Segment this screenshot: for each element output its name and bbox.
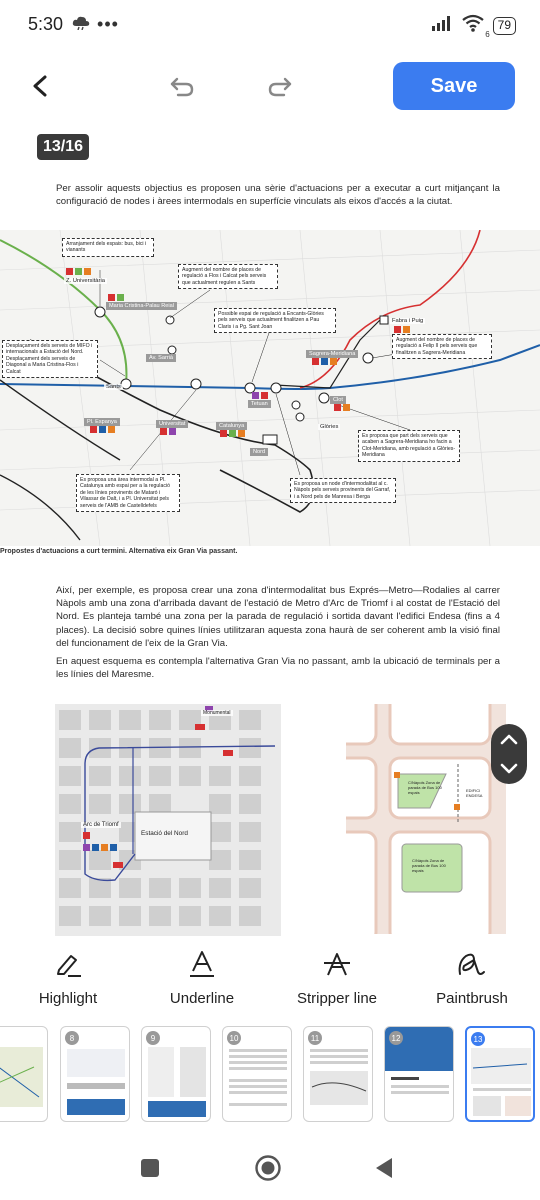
- wifi-badge: 6: [485, 30, 490, 39]
- station-sagrera: Sagrera-Meridiana: [306, 350, 358, 358]
- battery-indicator: 79: [493, 17, 516, 35]
- chevron-up-icon[interactable]: [500, 733, 518, 745]
- undo-button[interactable]: [162, 66, 202, 106]
- station-av-sarria: Av. Sarrià: [146, 354, 176, 362]
- editor-toolbar: [0, 58, 540, 114]
- label-endesa: EDIFICI ENDESA: [466, 788, 483, 798]
- back-nav-button[interactable]: [368, 1152, 400, 1184]
- callout-napols: Es proposa un node d'intermodalitat al c. Nàpols pels serveis provinents del Garraf, i a Nord pels de Manresa i Berga: [290, 478, 396, 503]
- chevron-down-icon[interactable]: [500, 763, 518, 775]
- label-zone-a: C/Nàpols Zona de parada de Bus 100 espais: [408, 780, 442, 795]
- station-catalunya: Catalunya: [216, 422, 247, 430]
- tool-paintbrush[interactable]: [412, 944, 532, 1007]
- tool-highlight-label: Highlight: [38, 990, 98, 1007]
- highlight-pen-icon: [8, 944, 128, 984]
- station-maria-cristina: Maria Cristina-Palau Reial: [106, 302, 177, 310]
- thumbnail-page-8[interactable]: [60, 1026, 130, 1122]
- triangle-back-icon: [373, 1156, 395, 1180]
- detail-map-right: [346, 704, 506, 934]
- thumbnail-number: 12: [389, 1031, 403, 1045]
- callout-encants-glories: Possible espai de regulació a Encants-Glòries pels serveis que actualment finalitzen a Pau Claris i a Pg. Sant Joan: [214, 308, 336, 333]
- overview-map: [0, 230, 540, 546]
- thumbnail-number: 11: [308, 1031, 322, 1045]
- paintbrush-icon: [412, 944, 532, 984]
- tool-underline-label: Underline: [169, 990, 235, 1007]
- tool-strikethrough[interactable]: [277, 944, 397, 1007]
- tool-highlight[interactable]: [8, 944, 128, 1007]
- system-navigation-bar: [0, 1134, 540, 1200]
- undo-icon: [169, 75, 195, 97]
- label-zone-b: C/Nàpols Zona de parada de Bus 100 espais: [412, 858, 446, 873]
- thumbnail-page-12[interactable]: [384, 1026, 454, 1122]
- callout-clot-meridiana: Es proposa que part dels serveis que acaben a Sagrera-Meridiana ho facin a Clot-Meridiana, amb regulació a Glòries-Meridiana: [358, 430, 460, 462]
- circle-icon: [254, 1154, 282, 1182]
- station-universitat: Universitat: [156, 420, 188, 428]
- thumbnail-page-10[interactable]: [222, 1026, 292, 1122]
- thumbnail-page-11[interactable]: [303, 1026, 373, 1122]
- redo-icon: [267, 75, 293, 97]
- square-icon: [140, 1158, 160, 1178]
- thumbnail-number: 9: [146, 1031, 160, 1045]
- thumbnail-page-7[interactable]: [0, 1026, 48, 1122]
- back-button[interactable]: [20, 66, 60, 106]
- callout-arranjament: Arranjament dels espais: bus, bici i vianants: [62, 238, 154, 257]
- body-paragraph-2: En aquest esquema es contempla l'alternativa Gran Via no passant, amb la ubicació de terminals per a les línies del Maresme.: [56, 656, 500, 681]
- street-grid: [55, 704, 281, 936]
- recents-button[interactable]: [134, 1152, 166, 1184]
- thumbnail-page-13[interactable]: [465, 1026, 535, 1122]
- station-nord: Nord: [250, 448, 268, 456]
- cloud-icon: [71, 14, 91, 35]
- tool-strikethrough-label: Stripper line: [296, 990, 378, 1007]
- station-pl-espanya: Pl. Espanya: [84, 418, 120, 426]
- strikethrough-icon: [277, 944, 397, 984]
- thumbnail-page-9[interactable]: [141, 1026, 211, 1122]
- label-arc-triomf: Arc de Triomf: [83, 822, 119, 828]
- page-scroll-control[interactable]: [491, 724, 527, 784]
- callout-felip-ii: Augment del nombre de places de regulació a Felip II pels serveis que finalitzen a Sagrera-Meridiana: [392, 334, 492, 359]
- annotation-tools: [0, 944, 540, 1014]
- label-monumental: Monumental: [203, 710, 231, 716]
- thumbnail-number: 8: [65, 1031, 79, 1045]
- page-indicator: 13/16: [37, 134, 89, 160]
- back-arrow-icon: [30, 74, 50, 98]
- callout-catalunya: Es proposa una àrea intermodal a Pl. Catalunya amb espai per a la regulació de les línies provinents de Mataró i Vilassar de Dalt, i a Pl. Universitat pels serveis de l'AMB de Castelldefels: [76, 474, 180, 512]
- station-clot: Clot: [330, 396, 346, 404]
- station-fabra-puig: Fabra i Puig: [392, 318, 424, 324]
- redo-button[interactable]: [260, 66, 300, 106]
- status-time: 5:30: [28, 13, 64, 34]
- save-button[interactable]: Save: [393, 62, 515, 110]
- station-sants: Sants: [106, 384, 121, 390]
- napols-detail-plan: [346, 704, 506, 934]
- transit-line-badges: [0, 230, 540, 546]
- page-thumbnails: [0, 1022, 540, 1126]
- underline-icon: [142, 944, 262, 984]
- status-bar: [0, 0, 540, 48]
- station-glories: Glòries: [320, 424, 339, 430]
- more-notifications-icon: •••: [97, 13, 119, 34]
- map-caption: Propostes d'actuacions a curt termini. Alternativa eix Gran Via passant.: [0, 548, 238, 555]
- thumbnail-number: 10: [227, 1031, 241, 1045]
- station-zona-universitaria: Z. Universitària: [66, 278, 105, 284]
- home-button[interactable]: [252, 1152, 284, 1184]
- station-tetuan: Tetuan: [248, 400, 271, 408]
- label-estacio-nord: Estació del Nord: [141, 830, 188, 837]
- document-page[interactable]: [0, 168, 540, 938]
- thumbnail-number: 13: [471, 1032, 485, 1046]
- callout-flos-calcat: Augment del nombre de places de regulació a Flos i Calcat pels serveis que actualment regulen a Sants: [178, 264, 278, 289]
- status-right: [431, 14, 516, 37]
- signal-icon: [431, 15, 453, 36]
- callout-mifo: Desplaçament dels serveis de MIFO i internacionals a Estació del Nord. Desplaçament dels serveis de Diagonal a Maria Cristina-Flos i Calcat: [2, 340, 98, 378]
- tool-paintbrush-label: Paintbrush: [436, 990, 508, 1007]
- body-paragraph-1: Així, per exemple, es proposa crear una zona d'intermodalitat bus Exprés—Metro—Rodalies al carrer Nàpols amb una zona d'arribada davant de l'estació de Metro d'Arc de Triomf i al costat de l'Estació del Nord. Es planteja també una zona per la parada de regulació i sortida davant l'edifici Endesa (fins a 4 places). La decisió sobre quines línies utilitzaran aquesta zona haurà de ser coherent amb la visió final del funcionament de l'eix de la Gran Via.: [56, 585, 500, 649]
- tool-underline[interactable]: [142, 944, 262, 1007]
- detail-map-left: [55, 704, 281, 936]
- wifi-icon: [461, 14, 490, 39]
- intro-paragraph: Per assolir aquests objectius es proposen una sèrie d'actuacions per a executar a curt mitjançant la configuració de nodes i àrees intermodals en superfície vinculats als eixos d'accés a la ciutat.: [56, 183, 500, 208]
